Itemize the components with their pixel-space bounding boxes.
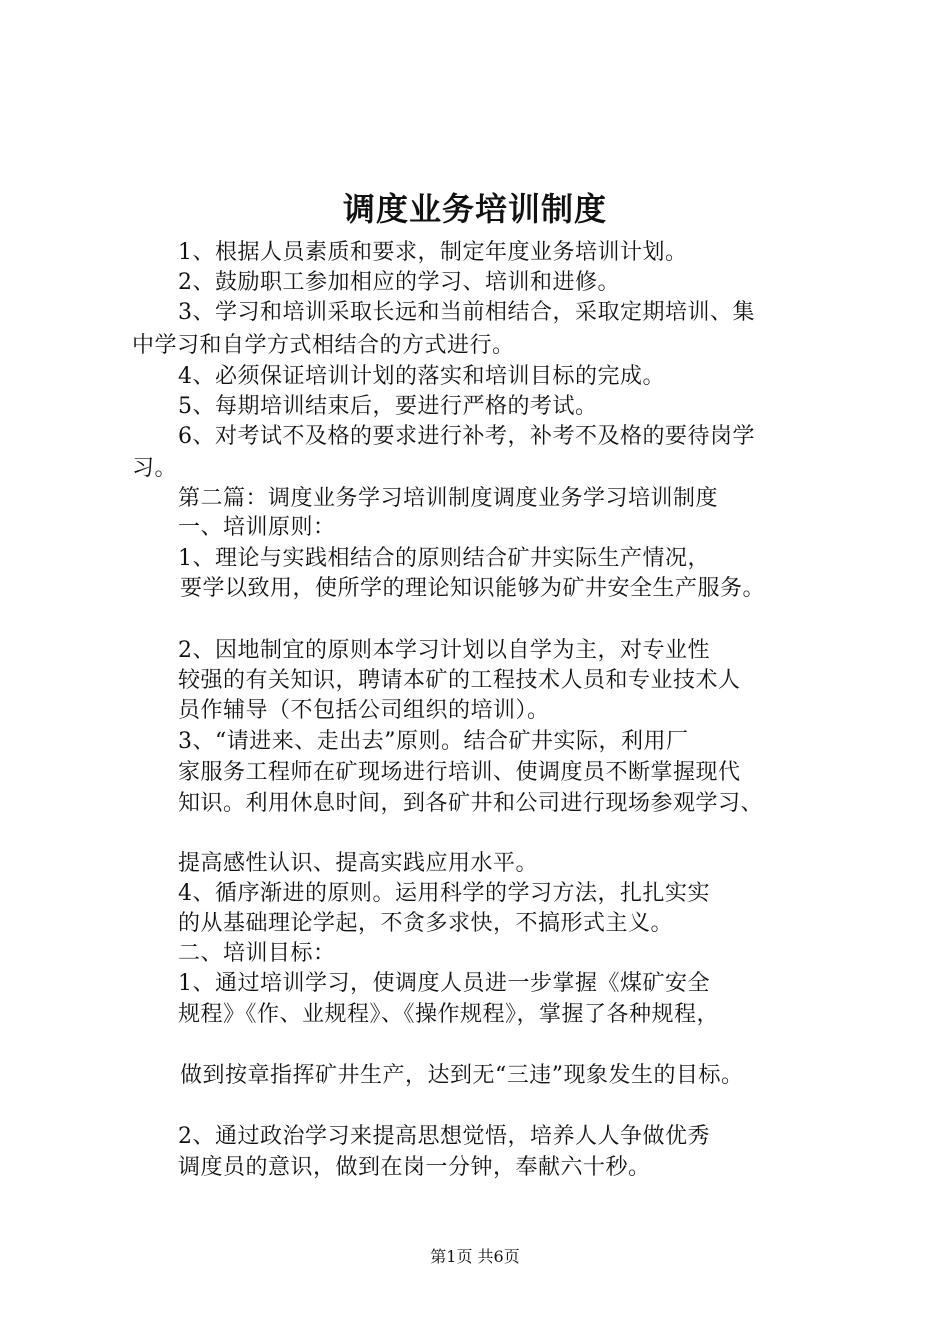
paragraph-line: 1、理论与实践相结合的原则结合矿井实际生产情况， bbox=[178, 546, 710, 571]
paragraph-line: 3、学习和培训采取长远和当前相结合，采取定期培训、集 bbox=[178, 300, 755, 325]
paragraph-line: 知识。利用休息时间，到各矿井和公司进行现场参观学习、 bbox=[178, 791, 764, 816]
paragraph-line: 提高感性认识、提高实践应用水平。 bbox=[178, 851, 539, 876]
paragraph-line: 习。 bbox=[132, 456, 178, 481]
paragraph-line: 要学以致用，使所学的理论知识能够为矿井安全生产服务。 bbox=[180, 576, 766, 601]
paragraph-line: 的从基础理论学起，不贪多求快，不搞形式主义。 bbox=[178, 911, 674, 936]
paragraph-line: 较强的有关知识，聘请本矿的工程技术人员和专业技术人 bbox=[178, 668, 741, 693]
paragraph-line: 调度员的意识，做到在岗一分钟，奉献六十秒。 bbox=[178, 1155, 651, 1180]
paragraph-line: 2、通过政治学习来提高思想觉悟，培养人人争做优秀 bbox=[178, 1124, 710, 1149]
paragraph-line: 1、通过培训学习，使调度人员进一步掌握《煤矿安全 bbox=[178, 971, 710, 996]
page-title: 调度业务培训制度 bbox=[342, 190, 607, 228]
paragraph-line: 5、每期培训结束后，要进行严格的考试。 bbox=[178, 394, 598, 419]
paragraph-line: 1、根据人员素质和要求，制定年度业务培训计划。 bbox=[178, 240, 688, 265]
paragraph-line: 员作辅导（不包括公司组织的培训）。 bbox=[178, 698, 550, 723]
paragraph-line: 4、循序渐进的原则。运用科学的学习方法，扎扎实实 bbox=[178, 881, 710, 906]
paragraph-line: 规程》《作、业规程》、《操作规程》，掌握了各种规程， bbox=[178, 1002, 720, 1027]
page-footer: 第1页 共6页 bbox=[430, 1247, 520, 1266]
paragraph-line: 2、鼓励职工参加相应的学习、培训和进修。 bbox=[178, 270, 620, 295]
section-heading: 一、培训原则： bbox=[178, 515, 336, 540]
paragraph-line: 6、对考试不及格的要求进行补考，补考不及格的要待岗学 bbox=[178, 424, 755, 449]
paragraph-line: 中学习和自学方式相结合的方式进行。 bbox=[132, 333, 515, 358]
paragraph-line: 做到按章指挥矿井生产，达到无“三违”现象发生的目标。 bbox=[180, 1063, 744, 1088]
paragraph-line: 家服务工程师在矿现场进行培训、使调度员不断掌握现代 bbox=[178, 760, 741, 785]
paragraph-line: 2、因地制宜的原则本学习计划以自学为主，对专业性 bbox=[178, 638, 710, 663]
section-heading: 二、培训目标： bbox=[178, 941, 336, 966]
section-heading: 第二篇：调度业务学习培训制度调度业务学习培训制度 bbox=[178, 486, 719, 511]
paragraph-line: 4、必须保证培训计划的落实和培训目标的完成。 bbox=[178, 364, 665, 389]
paragraph-line: 3、“请进来、走出去”原则。结合矿井实际，利用厂 bbox=[178, 729, 689, 754]
